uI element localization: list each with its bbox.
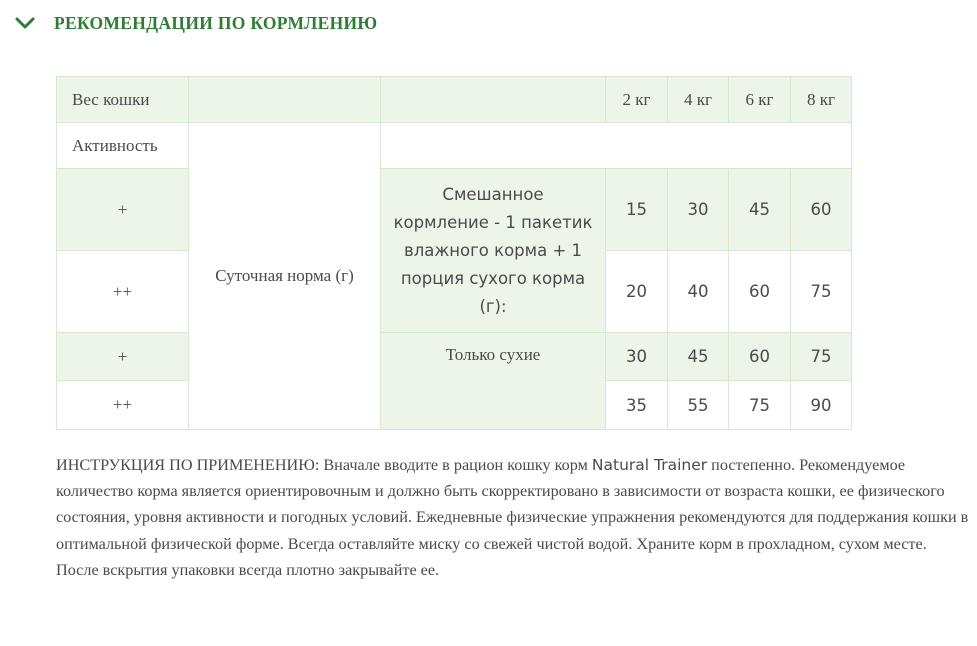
- value-cell: 45: [668, 333, 729, 381]
- daily-norm-cell: Суточная норма (г): [189, 123, 381, 430]
- value-cell: 60: [729, 333, 791, 381]
- value-cell: 40: [668, 251, 729, 333]
- value-cell: 30: [606, 333, 668, 381]
- feeding-table: [56, 76, 852, 430]
- value-cell: 75: [791, 333, 852, 381]
- table-row: [57, 169, 852, 251]
- dry-only-label: Только сухие: [445, 345, 541, 364]
- activity-cell: ++: [57, 251, 189, 333]
- dry-only-cell: [381, 333, 606, 430]
- weight-2kg: 2 кг: [606, 77, 668, 123]
- weight-6kg: 6 кг: [729, 77, 791, 123]
- mixed-feeding-cell: Смешанное кормление - 1 пакетик влажного корма + 1 порция сухого корма (г):: [381, 169, 606, 333]
- activity-cell: +: [57, 169, 189, 251]
- value-cell: 75: [729, 381, 791, 430]
- usage-instructions: [56, 452, 971, 583]
- value-cell: 90: [791, 381, 852, 430]
- value-cell: 20: [606, 251, 668, 333]
- weight-label: Вес кошки: [57, 77, 189, 123]
- instructions-rest: постепенно. Рекомендуемое количество корма является ориентировочным и должно быть скорректировано в зависимости от возраста кошки, ее физического состояния, уровня активности и погодных условий. Ежедневные физические упражнения рекомендуются для поддержания кошки в оптимальной физической форме. Всегда оставляйте миску со свежей чистой водой. Храните корм в прохладном, сухом месте. После вскрытия упаковки всегда плотно закрывайте ее.: [56, 456, 969, 579]
- value-cell: 60: [791, 169, 852, 251]
- value-cell: 30: [668, 169, 729, 251]
- value-cell: 35: [606, 381, 668, 430]
- brand-name: Natural Trainer: [591, 456, 708, 474]
- table-row: [57, 333, 852, 381]
- activity-label: Активность: [57, 123, 189, 169]
- value-cell: 75: [791, 251, 852, 333]
- chevron-down-icon[interactable]: [14, 12, 36, 34]
- value-cell: 60: [729, 251, 791, 333]
- weight-4kg: 4 кг: [668, 77, 729, 123]
- section-header[interactable]: [14, 12, 377, 34]
- activity-cell: ++: [57, 381, 189, 430]
- value-cell: 45: [729, 169, 791, 251]
- value-cell: 55: [668, 381, 729, 430]
- weight-header-row: [57, 77, 852, 123]
- weight-8kg: 8 кг: [791, 77, 852, 123]
- activity-cell: +: [57, 333, 189, 381]
- instructions-lead: ИНСТРУКЦИЯ ПО ПРИМЕНЕНИЮ: Вначале вводите в рацион кошку корм: [56, 456, 592, 474]
- section-title[interactable]: РЕКОМЕНДАЦИИ ПО КОРМЛЕНИЮ: [54, 12, 378, 33]
- activity-header-row: [57, 123, 852, 169]
- value-cell: 15: [606, 169, 668, 251]
